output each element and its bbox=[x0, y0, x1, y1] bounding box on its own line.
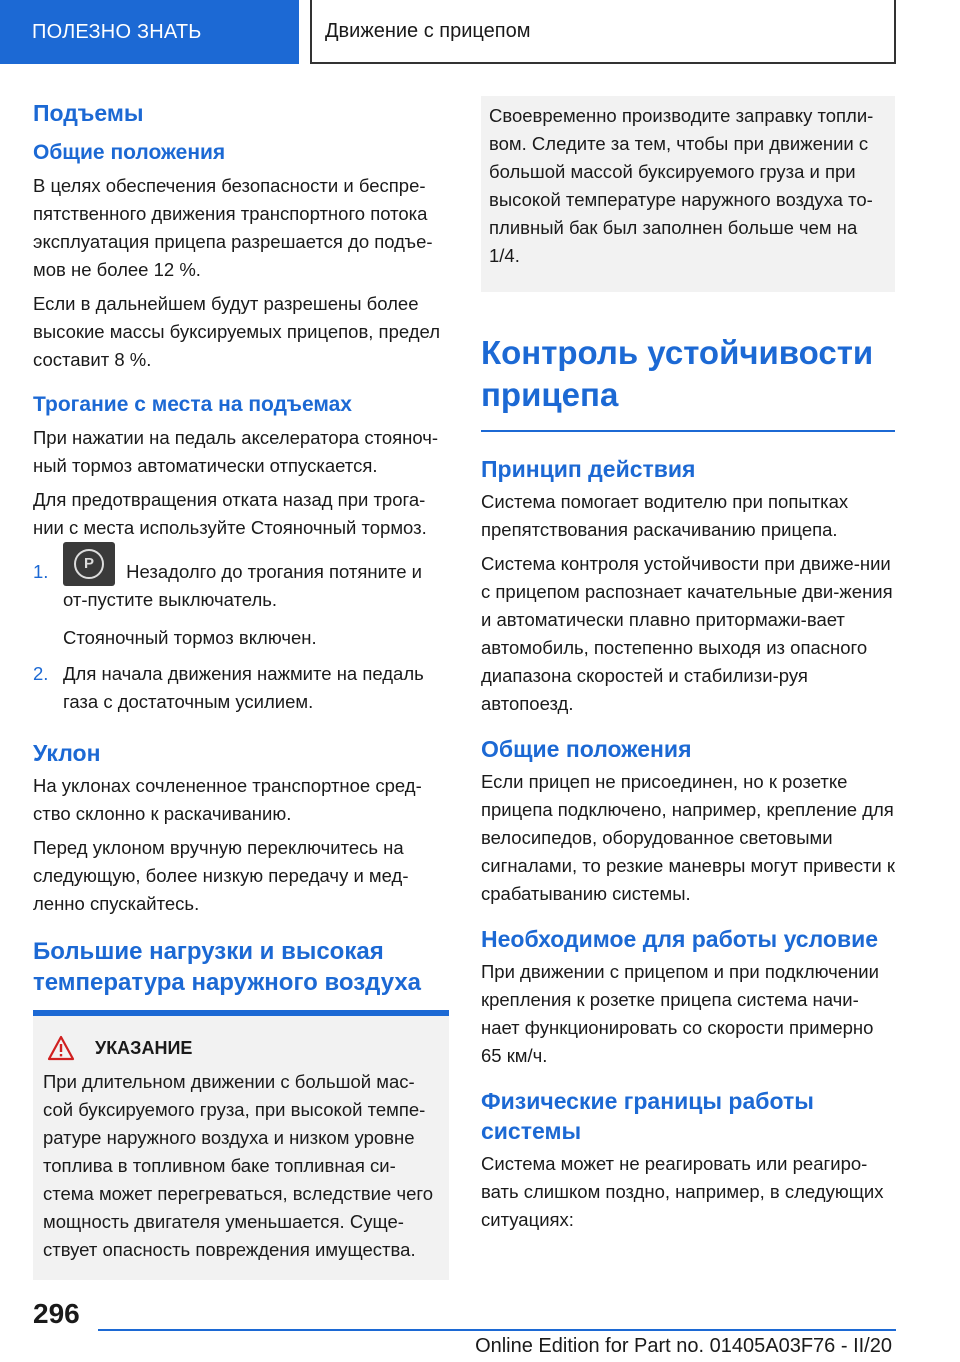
warning-text: При длительном движении с большой мас-сой буксируемого груза, при высокой темпе-ратуре наружного воздуха и низком уровне топлива в топливном баке топливная си-стема может перегреваться, вследствие чего мощность двигателя уменьшается. Суще-ствует опасность повреждения имущества. bbox=[43, 1071, 433, 1260]
paragraph-general-3: Если прицеп не присоединен, но к розетке прицепа подключено, например, крепление для велосипедов, оборудованное световыми сигналами, то резкие маневры могут привести к срабатыванию системы. bbox=[481, 771, 895, 904]
heading-heavy-loads: Большие нагрузки и высокая температура наружного воздуха bbox=[33, 938, 422, 996]
heading-limits: Физические границы работы системы bbox=[481, 1088, 814, 1144]
step-2 bbox=[33, 660, 449, 716]
heading-rule bbox=[481, 430, 895, 432]
step-number: 2. bbox=[33, 663, 49, 684]
right-column bbox=[481, 98, 895, 1240]
warning-box bbox=[33, 1016, 449, 1280]
step-number: 1. bbox=[33, 561, 49, 582]
paragraph-slope-1: На уклонах сочлененное транспортное сред-ство склонно к раскачиванию. bbox=[33, 775, 422, 824]
heading-general-2: Общие положения bbox=[481, 736, 692, 762]
step-text: Незадолго до трогания потяните и от-пустите выключатель. bbox=[63, 561, 422, 610]
page-number: 296 bbox=[33, 1298, 80, 1329]
warning-triangle-icon bbox=[47, 1035, 75, 1061]
paragraph-limits: Система может не реагировать или реагиро-вать слишком поздно, например, в следующих ситуациях: bbox=[481, 1153, 884, 1230]
heading-start: Трогание с места на подъемах bbox=[33, 393, 352, 416]
heading-trailer-stability: Контроль устойчивости прицепа bbox=[481, 334, 874, 413]
heading-general-1: Общие положения bbox=[33, 141, 226, 164]
warning-title: УКАЗАНИЕ bbox=[95, 1038, 193, 1058]
heading-principle: Принцип действия bbox=[481, 456, 696, 482]
info-box bbox=[481, 96, 895, 292]
left-column bbox=[33, 98, 449, 1280]
paragraph-start-2: Для предотвращения отката назад при трога-нии с места используйте Стояночный тормоз. bbox=[33, 489, 427, 538]
paragraph-principle-1: Система помогает водителю при попытках препятствования раскачиванию прицепа. bbox=[481, 491, 849, 540]
paragraph-general-2: Если в дальнейшем будут разрешены более высокие массы буксируемых прицепов, предел составит 8 %. bbox=[33, 293, 440, 370]
paragraph-principle-2: Система контроля устойчивости при движе-нии с прицепом распознает качательные дви-жения и автоматически плавно притормажи-вает автомобиль, постепенно выходя из опасного диапазона скоростей и стабилизи-руя автопоезд. bbox=[481, 553, 893, 714]
step-1 bbox=[33, 555, 449, 652]
heading-slope: Уклон bbox=[33, 740, 101, 766]
footer-edition-text: Online Edition for Part no. 01405A03F76 - II/20 bbox=[475, 1335, 892, 1357]
step-text: Для начала движения нажмите на педаль газа с достаточным усилием. bbox=[63, 663, 424, 712]
header-section bbox=[311, 0, 896, 64]
heading-lifts: Подъемы bbox=[33, 100, 144, 126]
info-text: Своевременно производите заправку топли-вом. Следите за тем, чтобы при движении с большой массой буксируемого груза и при высокой температуре наружного воздуха то-пливный бак был заполнен больше чем на 1/4. bbox=[489, 105, 874, 266]
heading-condition: Необходимое для работы условие bbox=[481, 926, 879, 952]
parking-brake-icon: P bbox=[63, 542, 115, 586]
paragraph-condition: При движении с прицепом и при подключении крепления к розетке прицепа система начи-нает функционировать со скорости примерно 65 км/ч. bbox=[481, 961, 879, 1066]
section-tab-label: ПОЛЕЗНО ЗНАТЬ bbox=[32, 20, 202, 43]
step-note: Стояночный тормоз включен. bbox=[63, 627, 317, 648]
paragraph-start-1: При нажатии на педаль акселератора стояноч-ный тормоз автоматически отпускается. bbox=[33, 427, 439, 476]
section-tab bbox=[0, 0, 299, 64]
section-title: Движение с прицепом bbox=[325, 19, 531, 42]
paragraph-general-1: В целях обеспечения безопасности и беспре-пятственного движения транспортного потока эксплуатация прицепа разрешается до подъе-мов не более 12 %. bbox=[33, 175, 433, 280]
paragraph-slope-2: Перед уклоном вручную переключитесь на следующую, более низкую передачу и мед-ленно спускайтесь. bbox=[33, 837, 409, 914]
